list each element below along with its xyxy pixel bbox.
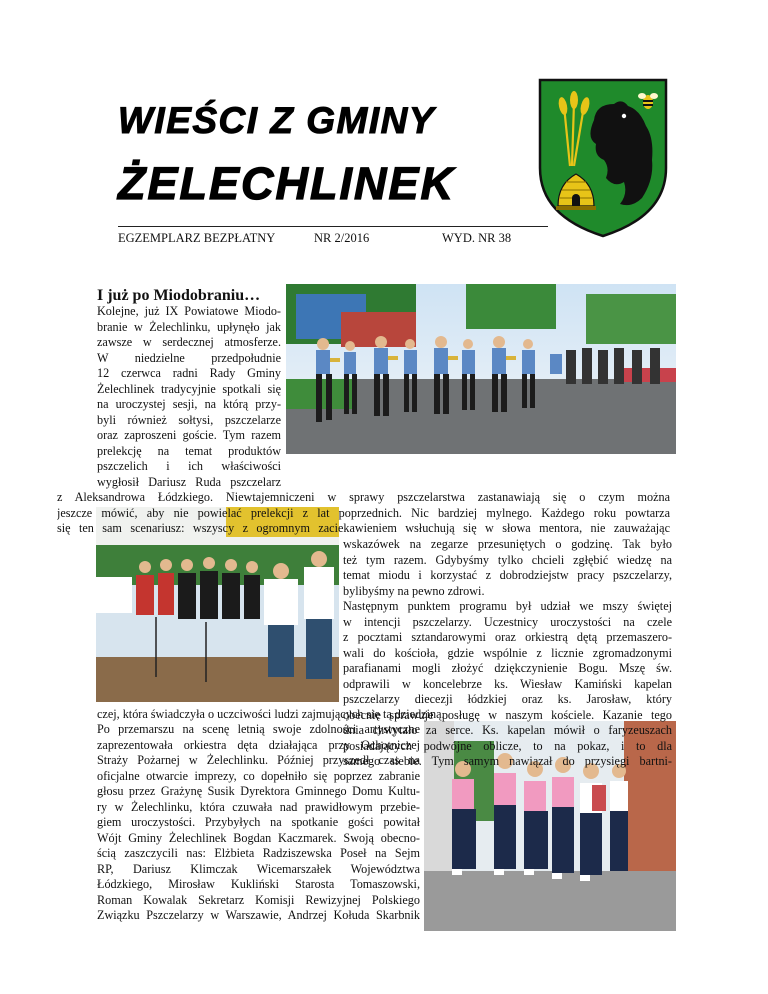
text-line: jeszcze mówić, aby nie powielać prelekcji z lat poprzednich. Nic bardziej mylnego. Każdego roku powtarza <box>57 505 670 520</box>
article-heading: I już po Miodobraniu… <box>97 287 261 304</box>
text-line: bylibyśmy na pewno zdrowi. <box>343 583 485 598</box>
text-line: wygłosił Dariusz Ruda pszczelarz <box>97 474 281 489</box>
text-line: Po przemarszu na scenę letnią swoje zdolności artystyczne <box>97 722 420 736</box>
article-paragraph-5 <box>97 722 420 924</box>
text-line: się ten sam scenariusz: wszyscy z ogromnym zaciekawieniem wsłuchują się w słowa mentora, nie zauważając <box>57 521 670 535</box>
text-line: obecnie sprawuje posługę w naszym kościele. Kazanie tego <box>343 707 672 722</box>
text-line: czej, która świadczyła o uczciwości ludzi zajmujących się tą dziedziną. <box>97 707 445 721</box>
text-line: zawsze w serdecznej atmosferze. <box>97 335 281 349</box>
text-line: Wójt Gminy Żelechlinek Bogdan Kaczmarek. Swoją obecno- <box>97 830 420 845</box>
text-line: ścią zaszczycili nas: Elżbieta Radziszewska Poseł na Sejm <box>97 846 420 860</box>
text-line: branie w Żelechlinku, upłynęło jak <box>97 319 281 334</box>
masthead-divider <box>118 226 548 227</box>
text-line: pszczelich i ich właściwości <box>97 459 281 473</box>
text-line: oraz zaproszeni goście. Tym razem <box>97 428 281 442</box>
text-line: z pocztami sztandarowymi oraz orkiestrą dętą przemaszero- <box>343 630 672 644</box>
text-line: byli również sołtysi, pszczelarze <box>97 412 281 427</box>
text-line: pszczelarzy diecezji łódzkiej oraz ks. Jarosław, który <box>343 692 672 706</box>
text-line: parafianami mogli złożyć dziękczynienie Bogu. Mszę św. <box>343 661 672 675</box>
text-line: oficjalne otwarcie imprezy, co dopełniło się poprzez zabranie <box>97 768 420 783</box>
edition-number: WYD. NR 38 <box>442 231 512 245</box>
text-line: samego siebie. Tym samym nawiązał do przysięgi bartni- <box>343 754 672 768</box>
text-line: Roman Kowalak Sekretarz Komisji Rewizyjnej Polskiego <box>97 892 420 907</box>
newsletter-title-line1: WIEŚCI Z GMINY <box>118 100 435 141</box>
article-paragraph-2 <box>57 490 670 537</box>
text-line: giem uroczystości. Przybyłych na spotkanie gości powitał <box>97 815 420 829</box>
text-line: Związku Pszczelarzy w Warszawie, Andrzej Kołuda Skarbnik <box>97 908 420 922</box>
text-line: W niedzielne przedpołudnie <box>97 350 281 365</box>
text-line: wskazówek na zegarze przesuniętych o godzinę. Tak było <box>343 537 672 551</box>
text-line: zaprezentowała orkiestra dęta działająca przy Ochotniczej <box>97 737 420 752</box>
brass-band-parade-photo <box>286 284 676 454</box>
coat-of-arms-icon <box>536 76 670 240</box>
free-copy-label: EGZEMPLARZ BEZPŁATNY <box>118 231 276 245</box>
text-line: RP, Dariusz Klimczak Wicemarszałek Województwa <box>97 861 420 876</box>
text-line: z Aleksandrowa Łódzkiego. Niewtajemniczeni w sprawy pszczelarstwa zastanawiają się o czym można <box>57 490 670 504</box>
newsletter-title-line2: ŻELECHLINEK <box>118 158 455 209</box>
text-line: wali do kościoła, gdzie wspólnie z licznie zgromadzonymi <box>343 645 672 660</box>
text-line: odprawili w koncelebrze ks. Wiesław Kamiński kapelan <box>343 676 672 691</box>
text-line: 12 czerwca radni Rady Gminy <box>97 366 281 380</box>
text-line: Następnym punktem programu był udział we mszy świętej <box>343 599 672 613</box>
text-line: temat miodu i korzystać z dobrodziejstw pracy pszczelarzy, <box>343 568 672 582</box>
text-line: posiadających podwójne oblicze, to na pokaz, i to dla <box>343 738 672 753</box>
text-line: Żelechlinek tradycyjnie spotkali się <box>97 381 281 396</box>
text-line: w intencji pszczelarzy. Uczestnicy uroczystości na czele <box>343 614 672 629</box>
issue-number: NR 2/2016 <box>314 231 370 245</box>
text-line: Łódzkiego, Mirosław Kukliński Starosta Tomaszowski, <box>97 877 420 891</box>
text-line: prelekcję na temat produktów <box>97 443 281 458</box>
text-line: też tym razem. Gdybyśmy tylko chcieli zgłębić wiedzę na <box>343 552 672 567</box>
text-line: Straży Pożarnej w Żelechlinku. Później przyszedł czas na <box>97 753 420 767</box>
text-line: dnia chwytało za serce. Ks. kapelan mówił o faryzeuszach <box>343 723 672 737</box>
article-paragraph-1 <box>97 304 281 490</box>
text-line: na uroczystej sesji, na którą przy- <box>97 397 281 411</box>
text-line: głosu przez Grażynę Susik Dyrektora Gminnego Domu Kultu- <box>97 784 420 798</box>
article-paragraph-4 <box>97 707 657 723</box>
text-line: ry w Żelechlinku, która czuwała nad prawidłowym przebie- <box>97 799 420 814</box>
text-line: Kolejne, już IX Powiatowe Miodo- <box>97 304 281 318</box>
